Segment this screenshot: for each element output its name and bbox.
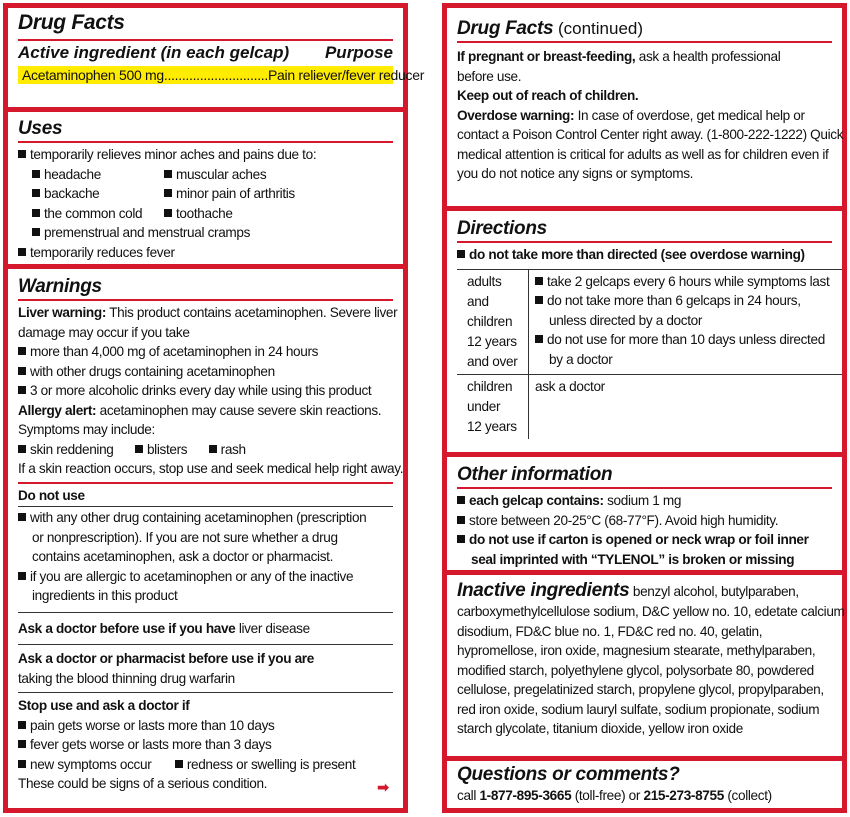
questions-section — [447, 764, 842, 806]
bullet-icon — [32, 189, 40, 197]
ask-doctor-label: Ask a doctor before use if you have — [18, 620, 236, 636]
questions-title: Questions or comments? — [457, 764, 680, 785]
bullet-icon — [32, 209, 40, 217]
collect-number: 215-273-8755 — [643, 788, 724, 803]
ingredient-purpose: Pain reliever/fever reducer — [267, 67, 425, 83]
uses-row: backache minor pain of arthritis — [18, 184, 393, 204]
bullet-icon — [18, 347, 26, 355]
inactive-ingredients-section: Inactive ingredients benzyl alcohol, butylparaben, carboxymethylcellulose sodium, D&C yellow no. 10, edetate calcium disodium, FD&C blue no. 1, FD&C red no. 40, gelatin, hypromellose, iron oxide, magnesium stearate, methylparaben, modified starch, polyethylene glycol, polysorbate 80, powdered cellulose, pregelatinized starch, propylene glycol, propylparaben, red iron oxide, sodium lauryl sulfate, sodium propionate, sodium starch glycolate, titanium dioxide, yellow iron oxide — [457, 580, 845, 736]
uses-row: headache muscular aches — [18, 165, 393, 185]
bullet-icon — [18, 367, 26, 375]
bullet-icon — [18, 513, 26, 521]
drug-facts-panel-left — [3, 3, 425, 813]
bullet-icon — [175, 760, 183, 768]
drug-facts-title: Drug Facts — [18, 11, 125, 34]
bullet-icon — [32, 228, 40, 236]
drug-facts-panel-right — [442, 3, 847, 813]
bullet-icon — [457, 496, 465, 504]
continue-arrow-icon: ➡ — [377, 779, 389, 795]
contact-line: call 1-877-895-3665 (toll-free) or 215-273-8755 (collect) — [457, 788, 772, 803]
bullet-icon — [535, 296, 543, 304]
uses-title: Uses — [18, 118, 63, 139]
continued-section: Drug Facts (continued) If pregnant or breast-feeding, ask a health professional before use. Keep out of reach of children. Overdose warning: In case of overdose, get medical help or contact a Poison Control Center right away. (1-800-222-1222) Quick medical attention is critical for adults as well as for children even if you do not notice any signs or symptoms. — [457, 18, 844, 181]
bullet-icon — [457, 250, 465, 258]
directions-section: Directions do not take more than directed (see overdose warning) adults and children 12 years and over take 2 gelcaps every 6 hours while symptoms last do not take more than 6 gelcaps in 24 hours, unless directed by a doctor do not use for more than 10 days unless directed by a doctor children under 12 years ask a doctor — [447, 218, 842, 439]
active-ingredient-heading: Active ingredient (in each gelcap) Purpose — [18, 43, 393, 62]
drug-facts-continued-title: Drug Facts (continued) — [457, 18, 644, 39]
bullet-icon — [535, 277, 543, 285]
ask-pharmacist-label: Ask a doctor or pharmacist before use if you are — [18, 651, 314, 666]
bullet-icon — [18, 740, 26, 748]
other-information-title: Other information — [457, 464, 613, 485]
directions-title: Directions — [457, 218, 547, 239]
warnings-section: Warnings Liver warning: This product contains acetaminophen. Severe liver damage may occur if you take more than 4,000 mg of acetaminophen in 24 hours with other drugs containing acetaminophen 3 or more alcoholic drinks every day while using this product Allergy alert: acetaminophen may cause severe skin reactions. Symptoms may include: skin reddening blisters rash If a skin reaction occurs, stop use and seek medical help right away. Do not use with any other drug containing acetaminophen (prescription or nonprescription). If you are not sure whether a drug contains acetaminophen, ask a doctor or pharmacist. if you are allergic to acetaminophen or any of the inactive ingredients in this product Ask a doctor before use if you have liver disease Ask a doctor or pharmacist before use if you are taking the blood thinning drug warfarin Stop use and ask a doctor if pain gets worse or lasts more than 10 days fever gets worse or lasts more than 3 days new symptoms occur redness or swelling is present These could be signs of a serious condition. — [18, 276, 404, 791]
bullet-icon — [164, 170, 172, 178]
directions-table — [447, 269, 842, 439]
drug-facts-header — [8, 11, 425, 84]
uses-section: Uses temporarily relieves minor aches and pains due to: headache muscular aches backache minor pain of arthritis the common cold toothache premenstrual and menstrual cramps temporarily reduces fever — [8, 118, 403, 262]
uses-row: the common cold toothache — [18, 204, 393, 224]
bullet-icon — [457, 516, 465, 524]
active-ingredient-row — [18, 66, 425, 84]
bullet-icon — [18, 248, 26, 256]
bullet-icon — [32, 170, 40, 178]
stop-use-row: new symptoms occur redness or swelling is present — [18, 755, 393, 775]
bullet-icon — [18, 150, 26, 158]
purpose-heading: Purpose — [324, 43, 393, 62]
symptoms-list: skin reddening blisters rash — [18, 440, 393, 460]
bullet-icon — [18, 760, 26, 768]
stop-use-title: Stop use and ask a doctor if — [18, 698, 190, 713]
bullet-icon — [535, 335, 543, 343]
ingredient-name: Acetaminophen 500 mg............................. — [22, 67, 268, 83]
tollfree-number: 1-877-895-3665 — [479, 788, 572, 803]
bullet-icon — [457, 535, 465, 543]
directions-row-children: children under 12 years ask a doctor — [457, 374, 842, 439]
bullet-icon — [164, 209, 172, 217]
bullet-icon — [18, 721, 26, 729]
bullet-icon — [164, 189, 172, 197]
bullet-icon — [18, 386, 26, 394]
directions-row-adults: adults and children 12 years and over take 2 gelcaps every 6 hours while symptoms last do not take more than 6 gelcaps in 24 hours, unless directed by a doctor do not use for more than 10 days unless directed by a doctor — [457, 269, 842, 374]
keep-out-warning: Keep out of reach of children. — [457, 88, 639, 103]
inactive-ingredients-title: Inactive ingredients — [457, 580, 630, 601]
bullet-icon — [135, 445, 143, 453]
do-not-use-title: Do not use — [18, 487, 85, 503]
bullet-icon — [18, 445, 26, 453]
bullet-icon — [18, 572, 26, 580]
bullet-icon — [209, 445, 217, 453]
warnings-title: Warnings — [18, 276, 102, 297]
other-information-section: Other information each gelcap contains: sodium 1 mg store between 20-25°C (68-77°F). Avoid high humidity. do not use if carton is opened or neck wrap or foil inner seal imprinted with “TYLENOL” is broken or missing — [447, 464, 842, 569]
